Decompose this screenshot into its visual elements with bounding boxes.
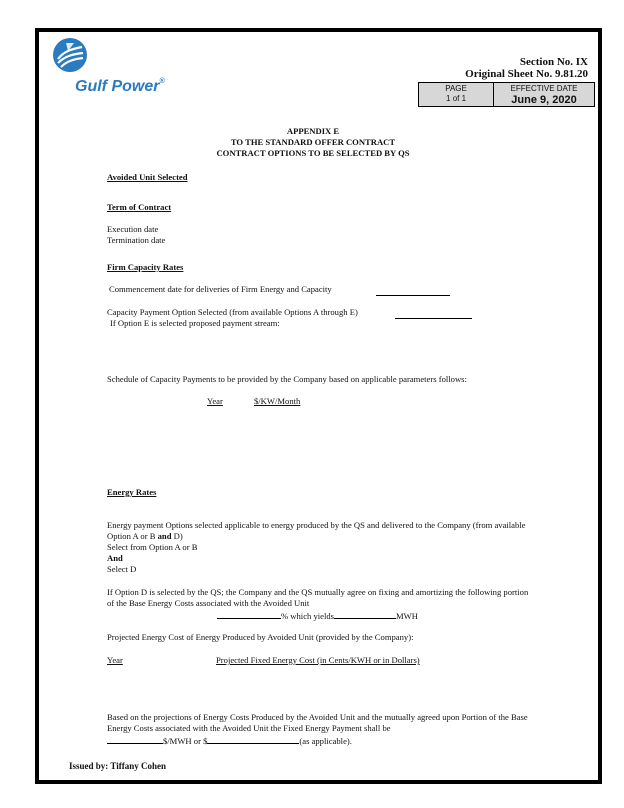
energy-options-text-a: Option A or B (107, 531, 158, 541)
projected-col-cost: Projected Fixed Energy Cost (in Cents/KWH or in Dollars) (216, 655, 420, 665)
based-line-1: Based on the projections of Energy Costs Produced by the Avoided Unit and the mutually agreed upon Portion of the Base (107, 712, 528, 722)
effective-date-cell (493, 83, 594, 106)
dollar-blank (207, 734, 299, 744)
projected-col-year: Year (107, 655, 123, 665)
select-d-label: Select D (107, 564, 137, 574)
schedule-col-year: Year (207, 396, 223, 406)
based-line-3 (107, 734, 352, 747)
title-line-1: APPENDIX E (286, 126, 340, 136)
and-label: And (107, 553, 123, 563)
capacity-option-label: Capacity Payment Option Selected (from available Options A through E) (107, 307, 358, 317)
avoided-unit-heading: Avoided Unit Selected (107, 172, 188, 182)
effective-date-label: EFFECTIVE DATE (510, 84, 578, 93)
section-number: Section No. IX (519, 56, 588, 68)
page-value: 1 of 1 (446, 94, 467, 103)
energy-options-line-2 (107, 531, 183, 542)
sheet-number: Original Sheet No. 9.81.20 (465, 68, 588, 80)
energy-options-and: and (157, 531, 172, 541)
schedule-label: Schedule of Capacity Payments to be provided by the Company based on applicable parameters follows: (107, 374, 467, 384)
schedule-col-rate: $/KW/Month (254, 396, 301, 406)
yields-blank (334, 609, 396, 619)
based-text-b: (as applicable). (299, 736, 352, 746)
energy-options-line-1: Energy payment Options selected applicable to energy produced by the QS and delivered to the Company (from available (107, 520, 526, 530)
firm-capacity-heading: Firm Capacity Rates (107, 262, 184, 272)
commencement-label: Commencement date for deliveries of Firm Energy and Capacity (109, 284, 332, 294)
logo-text: Gulf Power (75, 78, 160, 95)
execution-date-label: Execution date (107, 224, 159, 234)
based-line-2: Energy Costs associated with the Avoided Unit the Fixed Energy Payment shall be (107, 723, 391, 733)
yields-text: % which yields (281, 611, 334, 621)
option-d-line-2: of the Base Energy Costs associated with the Avoided Unit (107, 598, 310, 608)
title-line-3: CONTRACT OPTIONS TO BE SELECTED BY QS (216, 148, 410, 158)
yields-line (217, 609, 418, 622)
based-text-a: $/MWH or $ (163, 736, 208, 746)
projected-label: Projected Energy Cost of Energy Produced by Avoided Unit (provided by the Company): (107, 632, 414, 642)
effective-date-value: June 9, 2020 (511, 94, 577, 106)
term-heading: Term of Contract (107, 202, 172, 212)
mwh-text: MWH (396, 611, 418, 621)
commencement-blank (376, 286, 450, 296)
capacity-option-blank (395, 309, 472, 319)
percent-blank (217, 609, 281, 619)
page-cell (419, 83, 493, 106)
option-e-label: If Option E is selected proposed payment stream: (110, 318, 280, 328)
title-line-2: TO THE STANDARD OFFER CONTRACT (230, 137, 396, 147)
option-d-line-1: If Option D is selected by the QS; the Company and the QS mutually agree on fixing and amortizing the following portion (107, 587, 529, 597)
page-label: PAGE (445, 84, 467, 93)
termination-date-label: Termination date (107, 235, 166, 245)
logo-trademark: ® (159, 78, 165, 85)
mwh-rate-blank (107, 734, 163, 744)
select-ab-label: Select from Option A or B (107, 542, 198, 552)
issued-by: Issued by: Tiffany Cohen (69, 761, 166, 771)
gulf-power-logo-icon (52, 37, 88, 73)
energy-options-text-c: D) (171, 531, 183, 541)
energy-rates-heading: Energy Rates (107, 487, 157, 497)
page-info-box (418, 82, 595, 107)
